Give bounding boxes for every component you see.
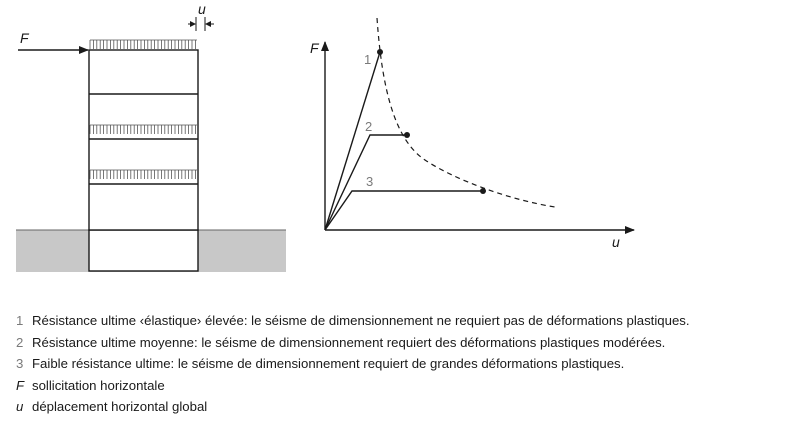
legend-item-3 xyxy=(16,353,690,375)
building-basement xyxy=(89,230,198,271)
legend-key: 2 xyxy=(16,334,24,350)
legend-item-u xyxy=(16,396,690,418)
demand-curve-dashed xyxy=(377,18,555,207)
legend-item-f xyxy=(16,375,690,397)
legend-text: Résistance ultime moyenne: le séisme de dimensionnement requiert des déformations plastiques modérées. xyxy=(32,334,666,350)
legend-key: u xyxy=(16,399,24,414)
curve-2-endpoint xyxy=(404,132,410,138)
graph-x-label: u xyxy=(612,234,620,250)
legend-text: sollicitation horizontale xyxy=(32,377,165,393)
graph-y-label: F xyxy=(310,40,319,56)
building-displacement-label: u xyxy=(198,1,206,17)
legend-text: Résistance ultime ‹élastique› élevée: le séisme de dimensionnement ne requiert pas de déformations plastiques. xyxy=(32,313,690,328)
curve-1-label: 1 xyxy=(364,52,372,67)
hinge-strip xyxy=(90,40,197,49)
graph-axes xyxy=(325,42,634,230)
legend-key: F xyxy=(16,377,25,393)
legend-text: déplacement horizontal global xyxy=(32,399,208,414)
curve-3 xyxy=(325,191,483,230)
building-force-label: F xyxy=(20,30,29,46)
legend-text: Faible résistance ultime: le séisme de dimensionnement requiert de grandes déformations plastiques. xyxy=(32,356,625,371)
curve-1-endpoint xyxy=(377,49,383,55)
curve-3-endpoint xyxy=(480,188,486,194)
legend-key: 3 xyxy=(16,356,24,371)
displacement-indicator xyxy=(188,17,214,31)
legend-key: 1 xyxy=(16,313,24,328)
legend-item-1 xyxy=(16,310,690,332)
curve-1 xyxy=(325,52,380,230)
building-body xyxy=(89,50,198,230)
curve-2-label: 2 xyxy=(365,119,373,134)
building xyxy=(89,50,198,271)
legend-item-2 xyxy=(16,332,690,354)
legend xyxy=(16,310,690,418)
curve-3-label: 3 xyxy=(366,174,374,189)
